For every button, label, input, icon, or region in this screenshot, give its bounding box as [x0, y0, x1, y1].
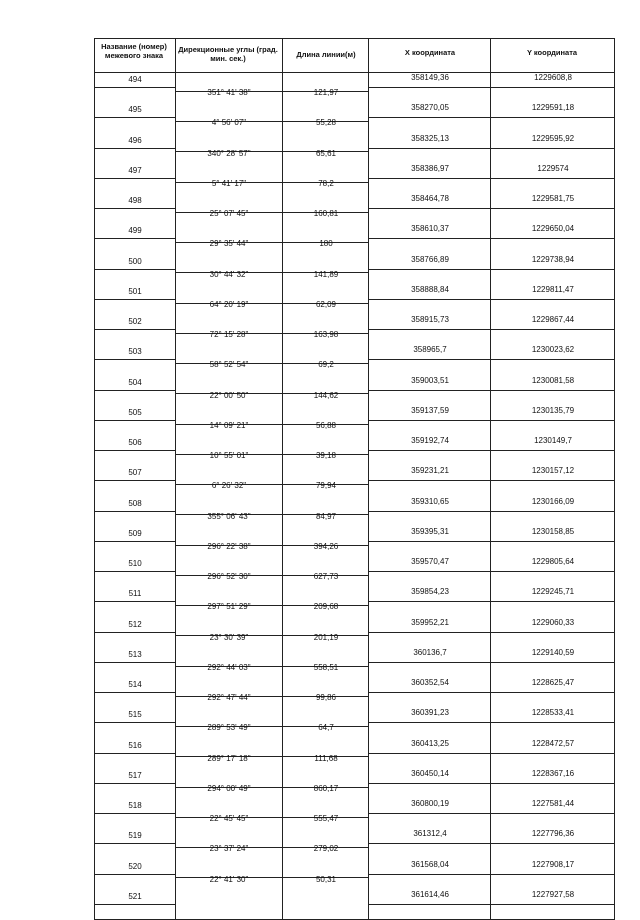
- table-horizontal-rule: [94, 238, 175, 239]
- table-horizontal-rule: [94, 692, 175, 693]
- cell-y: 1229608,8: [534, 73, 572, 82]
- cell-length: 64,7: [318, 723, 334, 733]
- cell-x: 359003,51: [411, 375, 449, 385]
- cell-length: 160,81: [313, 209, 339, 218]
- cell-name: 516: [128, 740, 142, 750]
- cell-angle: 29° 35' 44": [209, 239, 249, 249]
- cell-x: 361614,46: [411, 889, 449, 899]
- header-name: Название (номер) межевого знака: [101, 42, 167, 60]
- table-horizontal-rule: [94, 420, 175, 421]
- cell-x: 358888,84: [411, 284, 449, 294]
- cell-length: 209,68: [313, 602, 339, 612]
- table-horizontal-rule: [368, 722, 615, 723]
- cell-name: 519: [128, 831, 142, 841]
- cell-y: 1227908,17: [531, 859, 575, 869]
- table-vertical-rule: [490, 38, 491, 919]
- table-horizontal-rule: [368, 148, 615, 149]
- cell-angle: 22° 00' 50": [209, 390, 249, 400]
- cell-length: 558,51: [313, 662, 339, 672]
- cell-x: 359231,21: [411, 466, 449, 476]
- cell-angle: 289° 17' 18": [207, 753, 251, 763]
- table-horizontal-rule: [94, 87, 175, 88]
- cell-x: 360391,23: [411, 708, 449, 718]
- cell-length: 50,31: [315, 874, 337, 884]
- cell-name: 500: [128, 256, 142, 266]
- table-horizontal-rule: [368, 450, 615, 451]
- table-horizontal-rule: [368, 692, 615, 693]
- cell-y: 1228367,16: [531, 768, 575, 778]
- cell-name: 498: [128, 196, 142, 205]
- cell-length: 62,09: [315, 299, 337, 309]
- cell-angle: 351° 41' 38": [207, 88, 251, 97]
- cell-angle: 292° 47' 44": [207, 693, 251, 702]
- table-horizontal-rule: [368, 390, 615, 391]
- cell-name: 495: [128, 105, 142, 115]
- cell-y: 1229595,92: [531, 133, 575, 143]
- cell-x: 359192,74: [411, 436, 449, 445]
- cell-angle: 296° 22' 38": [207, 541, 251, 551]
- cell-length: 65,61: [315, 148, 337, 158]
- cell-y: 1230157,12: [531, 466, 575, 476]
- cell-length: 56,88: [315, 420, 337, 430]
- cell-x: 358386,97: [411, 163, 449, 173]
- table-horizontal-rule: [368, 662, 615, 663]
- cell-y: 1229811,47: [532, 284, 574, 294]
- cell-x: 358270,05: [411, 103, 449, 113]
- cell-name: 520: [128, 861, 142, 871]
- cell-x: 358766,89: [411, 254, 449, 264]
- cell-name: 514: [128, 680, 142, 689]
- table-horizontal-rule: [94, 117, 175, 118]
- cell-y: 1229738,94: [531, 254, 575, 264]
- cell-angle: 296° 52' 30": [207, 572, 251, 581]
- cell-angle: 23° 30' 39": [209, 632, 249, 642]
- table-horizontal-rule: [94, 480, 175, 481]
- header-x: X координата: [404, 48, 456, 57]
- cell-name: 513: [128, 649, 142, 659]
- cell-length: 99,86: [315, 693, 337, 702]
- cell-name: 494: [128, 75, 142, 84]
- table-horizontal-rule: [368, 511, 615, 512]
- cell-y: 1229060,33: [531, 617, 575, 627]
- cell-x: 358149,36: [411, 73, 449, 82]
- cell-x: 358610,37: [411, 224, 449, 234]
- table-horizontal-rule: [94, 874, 175, 875]
- table-horizontal-rule: [94, 601, 175, 602]
- table-horizontal-rule: [94, 38, 615, 39]
- cell-x: 358915,73: [411, 315, 449, 324]
- cell-name: 501: [128, 286, 142, 296]
- cell-x: 359570,47: [411, 557, 449, 566]
- table-horizontal-rule: [94, 722, 175, 723]
- cell-y: 1230081,58: [531, 375, 575, 385]
- cell-angle: 22° 41' 30": [209, 874, 249, 884]
- table-horizontal-rule: [94, 359, 175, 360]
- cell-y: 1229140,59: [531, 647, 575, 657]
- cell-angle: 23° 37' 24": [209, 844, 249, 854]
- table-horizontal-rule: [368, 632, 615, 633]
- cell-name: 512: [128, 619, 142, 629]
- table-horizontal-rule: [368, 87, 615, 88]
- cell-length: 78,2: [318, 178, 334, 188]
- cell-name: 504: [128, 377, 142, 387]
- cell-name: 497: [128, 165, 142, 175]
- cell-length: 163,98: [313, 330, 339, 339]
- cell-name: 511: [128, 589, 142, 599]
- cell-length: 39,18: [315, 451, 337, 460]
- cell-y: 1230166,09: [531, 496, 575, 506]
- cell-y: 1229867,44: [531, 315, 575, 324]
- cell-angle: 292° 44' 03": [207, 662, 251, 672]
- table-horizontal-rule: [368, 329, 615, 330]
- cell-x: 361312,4: [413, 829, 447, 839]
- cell-y: 1229591,18: [531, 103, 575, 113]
- table-horizontal-rule: [94, 541, 175, 542]
- cell-y: 1229650,04: [531, 224, 575, 234]
- cell-angle: 58° 52' 54": [209, 360, 249, 370]
- cell-y: 1230135,79: [531, 405, 575, 415]
- table-horizontal-rule: [94, 632, 175, 633]
- table-horizontal-rule: [368, 874, 615, 875]
- cell-x: 360413,25: [411, 738, 449, 748]
- cell-y: 1228533,41: [531, 708, 575, 718]
- table-horizontal-rule: [368, 269, 615, 270]
- cell-length: 279,02: [313, 844, 339, 854]
- cell-angle: 4° 56' 07": [211, 118, 247, 128]
- table-horizontal-rule: [368, 117, 615, 118]
- table-vertical-rule: [368, 38, 369, 919]
- cell-name: 496: [128, 135, 142, 145]
- cell-x: 360352,54: [411, 678, 449, 687]
- cell-length: 79,94: [315, 481, 337, 491]
- cell-angle: 14° 09' 21": [209, 420, 249, 430]
- cell-y: 1227581,44: [531, 799, 575, 808]
- cell-y: 1227796,36: [531, 829, 575, 839]
- cell-angle: 64° 20' 19": [209, 299, 249, 309]
- table-horizontal-rule: [94, 329, 175, 330]
- cell-x: 359854,23: [411, 587, 449, 597]
- cell-length: 141,89: [313, 269, 339, 279]
- cell-y: 1230158,85: [531, 526, 575, 536]
- table-horizontal-rule: [368, 601, 615, 602]
- table-horizontal-rule: [94, 299, 175, 300]
- cell-length: 555,47: [313, 814, 339, 823]
- cell-x: 360450,14: [411, 768, 449, 778]
- cell-x: 359137,59: [411, 405, 449, 415]
- table-horizontal-rule: [94, 390, 175, 391]
- cell-angle: 22° 45' 45": [209, 814, 249, 823]
- table-horizontal-rule: [368, 813, 615, 814]
- cell-y: 1230149,7: [534, 436, 572, 445]
- cell-x: 360136,7: [413, 647, 447, 657]
- table-horizontal-rule: [94, 571, 175, 572]
- cell-angle: 25° 07' 45": [209, 209, 249, 218]
- cell-name: 518: [128, 801, 142, 810]
- cell-y: 1229581,75: [531, 194, 575, 203]
- cell-x: 359310,65: [411, 496, 449, 506]
- table-horizontal-rule: [368, 541, 615, 542]
- cell-name: 499: [128, 226, 142, 236]
- cell-length: 394,26: [313, 541, 339, 551]
- cell-length: 627,73: [313, 572, 339, 581]
- cell-angle: 10° 55' 01": [209, 451, 249, 460]
- cell-y: 1229805,64: [531, 557, 575, 566]
- cell-length: 55,28: [315, 118, 337, 128]
- cell-length: 144,62: [313, 390, 339, 400]
- cell-y: 1230023,62: [531, 345, 575, 355]
- cell-angle: 340° 28' 57": [207, 148, 251, 158]
- table-horizontal-rule: [94, 783, 175, 784]
- cell-y: 1227927,58: [531, 889, 575, 899]
- table-horizontal-rule: [368, 843, 615, 844]
- cell-y: 1228625,47: [531, 678, 575, 687]
- cell-name: 517: [128, 770, 142, 780]
- cell-length: 121,97: [313, 88, 339, 97]
- table-horizontal-rule: [368, 571, 615, 572]
- cell-angle: 72° 15' 28": [209, 330, 249, 339]
- table-horizontal-rule: [368, 753, 615, 754]
- table-horizontal-rule: [94, 662, 175, 663]
- table-vertical-rule: [614, 38, 615, 919]
- cell-length: 180: [319, 239, 333, 249]
- table-horizontal-rule: [368, 299, 615, 300]
- cell-angle: 5° 41' 17": [211, 178, 247, 188]
- table-horizontal-rule: [368, 359, 615, 360]
- cell-name: 515: [128, 710, 142, 720]
- cell-length: 111,68: [314, 753, 338, 763]
- cell-name: 505: [128, 407, 142, 417]
- cell-name: 521: [128, 891, 142, 901]
- table-horizontal-rule: [368, 480, 615, 481]
- table-horizontal-rule: [94, 511, 175, 512]
- cell-angle: 6° 26' 32": [211, 481, 247, 491]
- table-horizontal-rule: [94, 450, 175, 451]
- header-y: Y координата: [526, 48, 578, 57]
- cell-length: 201,19: [313, 632, 339, 642]
- cell-name: 508: [128, 498, 142, 508]
- cell-name: 509: [128, 528, 142, 538]
- table-horizontal-rule: [94, 843, 175, 844]
- cell-name: 507: [128, 468, 142, 478]
- table-horizontal-rule: [94, 208, 175, 209]
- table-horizontal-rule: [94, 753, 175, 754]
- table-vertical-rule: [94, 38, 95, 919]
- cell-y: 1228472,57: [531, 738, 575, 748]
- cell-angle: 289° 53' 49": [207, 723, 251, 733]
- table-horizontal-rule: [368, 178, 615, 179]
- cell-name: 506: [128, 438, 142, 447]
- cell-angle: 30° 44' 32": [209, 269, 249, 279]
- cell-angle: 294° 00' 49": [207, 783, 251, 793]
- cell-length: 69,2: [318, 360, 334, 370]
- cell-y: 1229574: [537, 163, 569, 173]
- cell-x: 361568,04: [411, 859, 449, 869]
- cell-name: 503: [128, 347, 142, 357]
- cell-x: 358325,13: [411, 133, 449, 143]
- cell-length: 84,97: [315, 511, 337, 521]
- table-horizontal-rule: [368, 783, 615, 784]
- cell-x: 359395,31: [411, 526, 449, 536]
- cell-x: 360800,19: [411, 799, 449, 808]
- cell-x: 359952,21: [411, 617, 449, 627]
- table-horizontal-rule: [368, 208, 615, 209]
- table-horizontal-rule: [368, 238, 615, 239]
- header-angle: Дирекционные углы (град. мин. сек.): [178, 45, 278, 63]
- cell-angle: 355° 06' 43": [207, 511, 251, 521]
- table-horizontal-rule: [94, 269, 175, 270]
- cell-x: 358965,7: [413, 345, 447, 355]
- table-horizontal-rule: [368, 420, 615, 421]
- table-horizontal-rule: [94, 813, 175, 814]
- cell-name: 502: [128, 317, 142, 326]
- table-horizontal-rule: [94, 148, 175, 149]
- cell-length: 860,17: [313, 783, 339, 793]
- cell-name: 510: [128, 559, 142, 568]
- cell-y: 1229245,71: [531, 587, 575, 597]
- table-horizontal-rule: [94, 178, 175, 179]
- cell-x: 358464,78: [411, 194, 449, 203]
- cell-angle: 297° 51' 29": [207, 602, 251, 612]
- header-length: Длина линии(м): [296, 50, 356, 59]
